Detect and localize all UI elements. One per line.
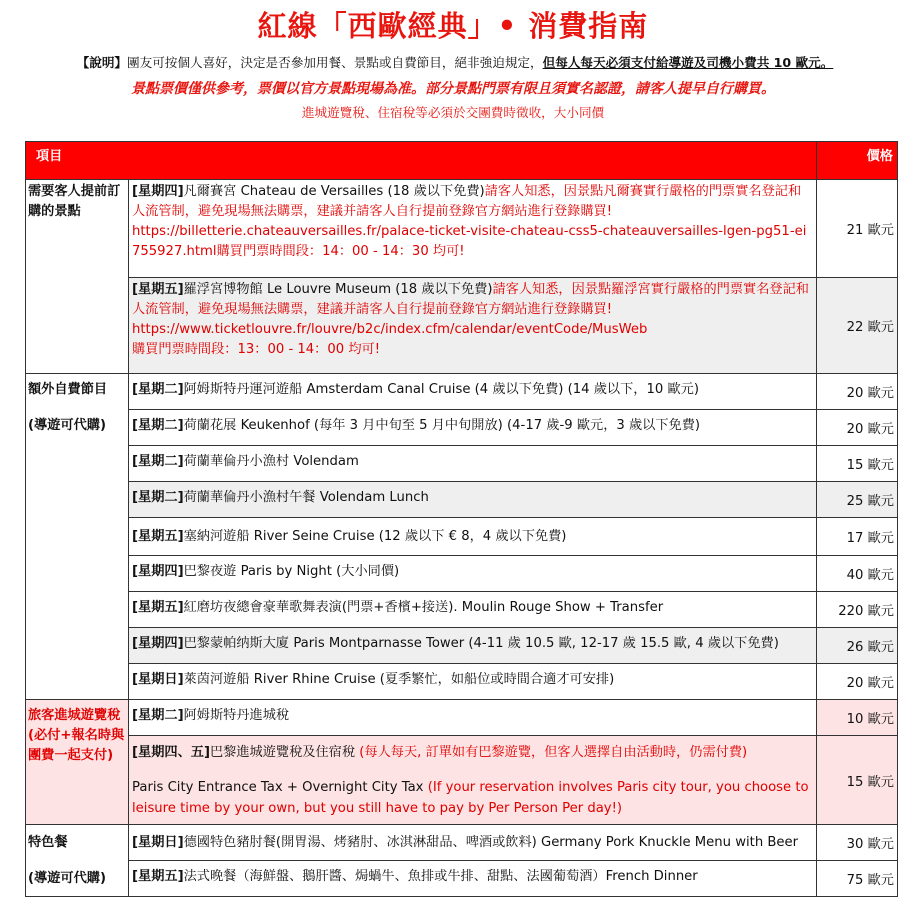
table-header — [26, 142, 898, 180]
item-note: 請客人知悉，因景點羅浮宮實行嚴格的門票實名登記和人流管制，避免現場無法購票，建議并請客人自行提前登錄官方網站進行登錄購買! — [132, 282, 809, 317]
category-label: 購的景點 — [28, 204, 81, 219]
category-cell — [26, 825, 129, 897]
item-cell — [129, 518, 817, 556]
item-name: 萊茵河遊船 River Rhine Cruise (夏季繁忙，如船位或時間合適才可安排) — [183, 672, 615, 687]
price-cell: 20 歐元 — [817, 374, 898, 410]
intro-text: 團友可按個人喜好，決定是否參加用餐、景點或自費節目，絕非強迫規定， — [127, 55, 543, 70]
price-cell: 20 歐元 — [817, 664, 898, 700]
day-tag: [星期四、五] — [132, 745, 210, 760]
day-tag: [星期二] — [132, 454, 184, 469]
item-cell — [129, 374, 817, 410]
item-name: 荷蘭華倫丹小漁村 Volendam — [183, 454, 359, 469]
table-row — [26, 700, 898, 736]
day-tag: [星期二] — [132, 382, 184, 397]
day-tag: [星期五] — [132, 529, 184, 544]
table-row — [26, 592, 898, 628]
item-cell — [129, 861, 817, 897]
item-note: (每人每天, 訂單如有巴黎遊覽，但客人選擇自由活動時，仍需付費) — [359, 745, 748, 760]
price-cell: 40 歐元 — [817, 556, 898, 592]
item-name: 塞納河遊船 River Seine Cruise (12 歲以下 € 8，4 歲以下免費) — [183, 529, 567, 544]
ticket-warning: 景點票價僅供參考，票價以官方景點現場為准。部分景點門票有限且須實名認證，請客人提早自行購買。 — [131, 81, 775, 97]
intro-note — [10, 54, 900, 72]
item-note: 請客人知悉，因景點凡爾賽實行嚴格的門票實名登記和人流管制，避免現場無法購票，建議并請客人自行提前登錄官方網站進行登錄購買! — [132, 184, 802, 219]
price-cell: 20 歐元 — [817, 410, 898, 446]
day-tag: [星期五] — [132, 600, 184, 615]
day-tag: [星期二] — [132, 418, 184, 433]
intro-emphasis: 但每人每天必須支付給導遊及司機小費共 10 歐元。 — [542, 55, 834, 70]
price-cell: 15 歐元 — [817, 736, 898, 825]
table-row — [26, 556, 898, 592]
price-table — [25, 141, 898, 897]
category-label: (導遊可代購) — [28, 871, 106, 886]
item-note-en: (If your reservation involves Paris city tour, you choose to leisure time by your own, but you still have to pay by Per Person Per day!) — [132, 780, 809, 816]
price-cell: 220 歐元 — [817, 592, 898, 628]
ticket-time: 購買門票時間段：13：00 - 14：00 均可! — [132, 342, 380, 357]
item-cell — [129, 628, 817, 664]
item-name: 荷蘭華倫丹小漁村午餐 Volendam Lunch — [183, 490, 429, 505]
table-row — [26, 278, 898, 374]
header-item: 項目 — [26, 142, 817, 180]
day-tag: [星期四] — [132, 564, 184, 579]
category-label: (導遊可代購) — [28, 418, 106, 433]
header-price: 價格 — [817, 142, 898, 180]
day-tag: [星期日] — [132, 672, 184, 687]
item-name-en: Paris City Entrance Tax + Overnight City Tax — [132, 780, 424, 795]
day-tag: [星期四] — [132, 636, 184, 651]
item-cell — [129, 180, 817, 278]
price-cell: 22 歐元 — [817, 278, 898, 374]
item-cell — [129, 700, 817, 736]
item-cell — [129, 410, 817, 446]
item-name: 巴黎進城遊覽稅及住宿稅 — [210, 745, 356, 760]
table-row — [26, 180, 898, 278]
table-row — [26, 446, 898, 482]
price-cell: 25 歐元 — [817, 482, 898, 518]
page-title: 紅線「西歐經典」• 消費指南 — [257, 9, 649, 43]
item-cell — [129, 736, 817, 825]
item-name: 羅浮宮博物館 Le Louvre Museum (18 歲以下免費) — [183, 282, 493, 297]
item-cell — [129, 664, 817, 700]
table-row — [26, 628, 898, 664]
day-tag: [星期五] — [132, 869, 184, 884]
price-cell: 75 歐元 — [817, 861, 898, 897]
day-tag: [星期五] — [132, 282, 184, 297]
table-row — [26, 861, 898, 897]
category-cell — [26, 180, 129, 374]
table-row — [26, 518, 898, 556]
category-cell — [26, 700, 129, 825]
category-label: 團費一起支付) — [28, 748, 114, 763]
item-cell — [129, 278, 817, 374]
category-label: 特色餐 — [28, 835, 68, 850]
price-cell: 15 歐元 — [817, 446, 898, 482]
table-row — [26, 664, 898, 700]
category-cell — [26, 374, 129, 700]
ticket-url[interactable]: https://billetterie.chateauversailles.fr/palace-ticket-visite-chateau-css5-chateauversailles-lgen-pg51-ei755927.html — [132, 224, 807, 259]
item-cell — [129, 556, 817, 592]
item-cell — [129, 825, 817, 861]
item-name: 巴黎夜遊 Paris by Night (大小同價) — [183, 564, 400, 579]
item-name: 巴黎蒙帕纳斯大廈 Paris Montparnasse Tower (4-11 歲 10.5 歐, 12-17 歲 15.5 歐, 4 歲以下免費) — [183, 636, 779, 651]
item-name: 阿姆斯特丹運河遊船 Amsterdam Canal Cruise (4 歲以下免費) (14 歲以下，10 歐元) — [183, 382, 699, 397]
category-label: 旅客進城遊覽稅 — [28, 708, 121, 723]
item-cell — [129, 482, 817, 518]
intro-lead: 【說明】 — [76, 55, 127, 70]
item-name: 阿姆斯特丹進城稅 — [183, 708, 290, 723]
item-cell — [129, 446, 817, 482]
category-label: 需要客人提前訂 — [28, 184, 121, 199]
table-row — [26, 482, 898, 518]
item-name: 德國特色豬肘餐(開胃湯、烤豬肘、冰淇淋甜品、啤酒或飲料) Germany Pork Knuckle Menu with Beer — [183, 835, 799, 850]
item-name: 荷蘭花展 Keukenhof (每年 3 月中旬至 5 月中旬開放) (4-17 歲-9 歐元，3 歲以下免費) — [183, 418, 701, 433]
category-label: (必付+報名時與 — [28, 728, 125, 743]
ticket-url[interactable]: https://www.ticketlouvre.fr/louvre/b2c/index.cfm/calendar/eventCode/MusWeb — [132, 322, 648, 337]
tax-note: 進城遊覽稅、住宿稅等必須於交團費時徵收，大小同價 — [301, 105, 605, 120]
price-cell: 17 歐元 — [817, 518, 898, 556]
price-cell: 10 歐元 — [817, 700, 898, 736]
day-tag: [星期二] — [132, 708, 184, 723]
day-tag: [星期四] — [132, 184, 184, 199]
table-row — [26, 736, 898, 825]
price-cell: 30 歐元 — [817, 825, 898, 861]
item-name: 紅磨坊夜總會豪華歌舞表演(門票+香檳+接送). Moulin Rouge Show + Transfer — [183, 600, 664, 615]
table-row — [26, 410, 898, 446]
ticket-time: 購買門票時間段：14：00 - 14：30 均可! — [216, 244, 465, 259]
day-tag: [星期日] — [132, 835, 184, 850]
price-cell: 26 歐元 — [817, 628, 898, 664]
item-name: 凡爾賽宮 Chateau de Versailles (18 歲以下免費) — [183, 184, 485, 199]
table-row — [26, 374, 898, 410]
item-name: 法式晚餐（海鮮盤、鵝肝醬、焗蝸牛、魚排或牛排、甜點、法國葡萄酒）French Dinner — [183, 869, 698, 884]
item-cell — [129, 592, 817, 628]
day-tag: [星期二] — [132, 490, 184, 505]
category-label: 額外自費節目 — [28, 382, 108, 397]
table-row — [26, 825, 898, 861]
price-cell: 21 歐元 — [817, 180, 898, 278]
